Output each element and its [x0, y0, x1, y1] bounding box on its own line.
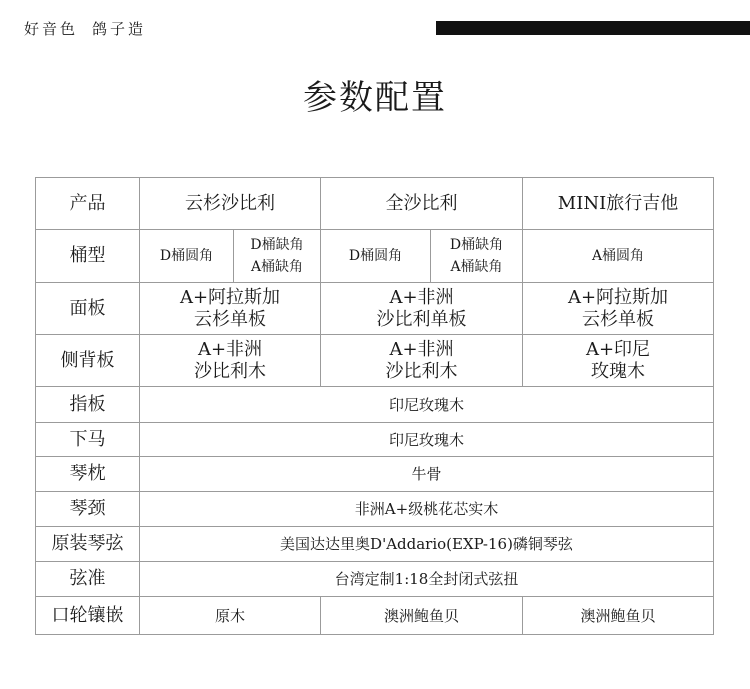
product-col-1: 云杉沙比利 [140, 178, 321, 230]
top-c2-line2: 沙比利单板 [376, 308, 467, 330]
row-label-neck: 琴颈 [36, 492, 140, 527]
row-label-strings: 原装琴弦 [36, 527, 140, 562]
back-sides-c2 [321, 335, 523, 387]
row-label-fingerboard: 指板 [36, 387, 140, 423]
row-label-tuners: 弦准 [36, 562, 140, 597]
back-sides-c2-line2: 沙比利木 [385, 360, 458, 382]
row-label-back-sides: 侧背板 [36, 335, 140, 387]
body-shape-c1b [234, 230, 321, 283]
binding-c1: 原木 [140, 597, 321, 635]
back-sides-c2-line1: A+非洲 [389, 338, 454, 360]
back-sides-c3-line1: A+印尼 [585, 338, 651, 360]
body-shape-c1b-line1: D桶缺角 [250, 237, 304, 253]
page-title: 参数配置 [303, 78, 447, 118]
row-label-bridge: 下马 [36, 423, 140, 457]
bridge-value: 印尼玫瑰木 [140, 423, 714, 457]
body-shape-c2a: D桶圆角 [321, 230, 431, 283]
top-c3-line1: A+阿拉斯加 [567, 286, 669, 308]
brand-slogan [24, 17, 146, 41]
body-shape-c2b [431, 230, 523, 283]
top-c3 [523, 283, 714, 335]
row-label-top: 面板 [36, 283, 140, 335]
back-sides-c3 [523, 335, 714, 387]
table-row-body-shape [36, 230, 714, 283]
table-row-tuners [36, 562, 714, 597]
body-shape-c1a: D桶圆角 [140, 230, 234, 283]
header-bar-decoration [436, 21, 750, 35]
top-c3-line2: 云杉单板 [582, 308, 654, 330]
row-label-saddle: 琴枕 [36, 457, 140, 492]
table-row-neck [36, 492, 714, 527]
body-shape-c2b-line2: A桶缺角 [450, 259, 503, 275]
product-col-3: MINI旅行吉他 [523, 178, 714, 230]
row-label-body-shape: 桶型 [36, 230, 140, 283]
back-sides-c1 [140, 335, 321, 387]
binding-c2: 澳洲鲍鱼贝 [321, 597, 523, 635]
table-row-bridge [36, 423, 714, 457]
table-row-binding [36, 597, 714, 635]
table-row-header [36, 178, 714, 230]
brand-slogan-part1: 好音色 [24, 20, 79, 38]
saddle-value: 牛骨 [140, 457, 714, 492]
back-sides-c1-line1: A+非洲 [197, 338, 263, 360]
table-row-back-sides [36, 335, 714, 387]
top-c2-line1: A+非洲 [389, 286, 454, 308]
table-row-saddle [36, 457, 714, 492]
tuners-value: 台湾定制1:18全封闭式弦扭 [140, 562, 714, 597]
product-col-2: 全沙比利 [321, 178, 523, 230]
back-sides-c3-line2: 玫瑰木 [591, 360, 645, 382]
fingerboard-value: 印尼玫瑰木 [140, 387, 714, 423]
strings-value: 美国达达里奥D'Addario(EXP-16)磷铜琴弦 [140, 527, 714, 562]
spec-table [35, 177, 714, 635]
top-c1-line1: A+阿拉斯加 [179, 286, 281, 308]
neck-value: 非洲A+级桃花芯实木 [140, 492, 714, 527]
top-c1 [140, 283, 321, 335]
binding-c3: 澳洲鲍鱼贝 [523, 597, 714, 635]
top-c1-line2: 云杉单板 [194, 308, 266, 330]
table-row-top [36, 283, 714, 335]
row-label-binding: 口轮镶嵌 [36, 597, 140, 635]
table-row-strings [36, 527, 714, 562]
table-row-fingerboard [36, 387, 714, 423]
row-label-product: 产品 [36, 178, 140, 230]
top-c2 [321, 283, 523, 335]
body-shape-c1b-line2: A桶缺角 [250, 259, 304, 275]
body-shape-c3: A桶圆角 [523, 230, 714, 283]
brand-slogan-part2: 鸽子造 [92, 20, 147, 38]
back-sides-c1-line2: 沙比利木 [194, 360, 266, 382]
body-shape-c2b-line1: D桶缺角 [449, 237, 504, 253]
